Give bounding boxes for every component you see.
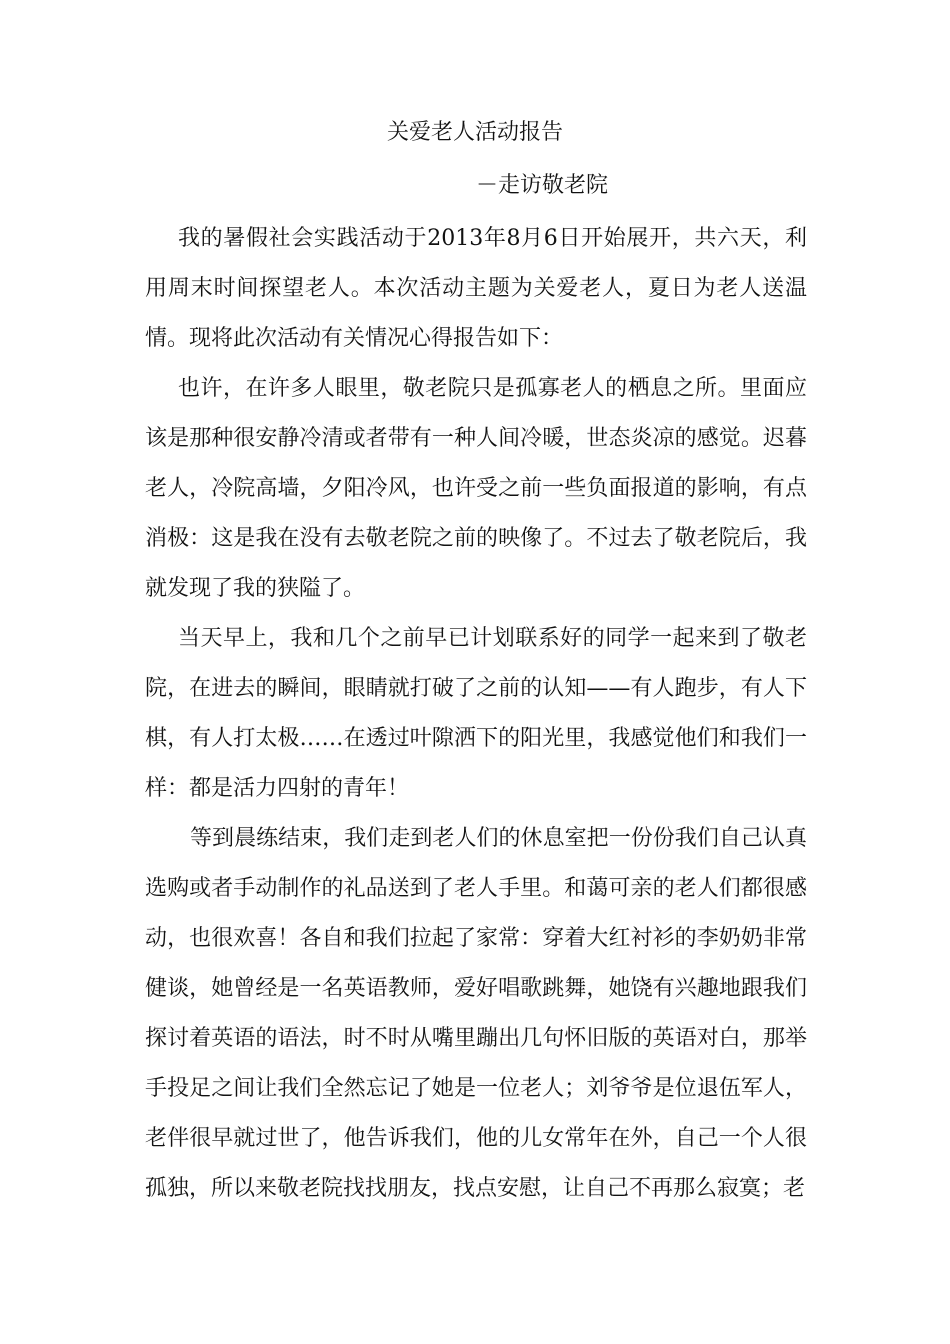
paragraph-intro: 我的暑假社会实践活动于2013年8月6日开始展开，共六天，利用周末时间探望老人。本次活动主题为关爱老人，夏日为老人送温情。现将此次活动有关情况心得报告如下： [145, 226, 807, 351]
paragraph-arrival: 当天早上，我和几个之前早已计划联系好的同学一起来到了敬老院，在进去的瞬间，眼睛就打破了之前的认知——有人跑步，有人下棋，有人打太极……在透过叶隙洒下的阳光里，我感觉他们和我们一样：都是活力四射的青年！ [145, 626, 807, 801]
document-title: 关爱老人活动报告 [386, 120, 563, 145]
document-subtitle: －走访敬老院 [476, 173, 609, 198]
document-body [145, 214, 807, 1214]
paragraph-visit: 等到晨练结束，我们走到老人们的休息室把一份份我们自己认真选购或者手动制作的礼品送到了老人手里。和蔼可亲的老人们都很感动，也很欢喜！各自和我们拉起了家常：穿着大红衬衫的李奶奶非常健谈，她曾经是一名英语教师，爱好唱歌跳舞，她饶有兴趣地跟我们探讨着英语的语法，时不时从嘴里蹦出几句怀旧版的英语对白，那举手投足之间让我们全然忘记了她是一位老人；刘爷爷是位退伍军人，老伴很早就过世了，他告诉我们，他的儿女常年在外，自己一个人很孤独，所以来敬老院找找朋友，找点安慰，让自己不再那么寂寞；老 [145, 826, 807, 1201]
paragraph-impression: 也许，在许多人眼里，敬老院只是孤寡老人的栖息之所。里面应该是那种很安静冷清或者带有一种人间冷暖，世态炎凉的感觉。迟暮老人，冷院高墙，夕阳冷风，也许受之前一些负面报道的影响，有点消极：这是我在没有去敬老院之前的映像了。不过去了敬老院后，我就发现了我的狭隘了。 [145, 376, 807, 601]
